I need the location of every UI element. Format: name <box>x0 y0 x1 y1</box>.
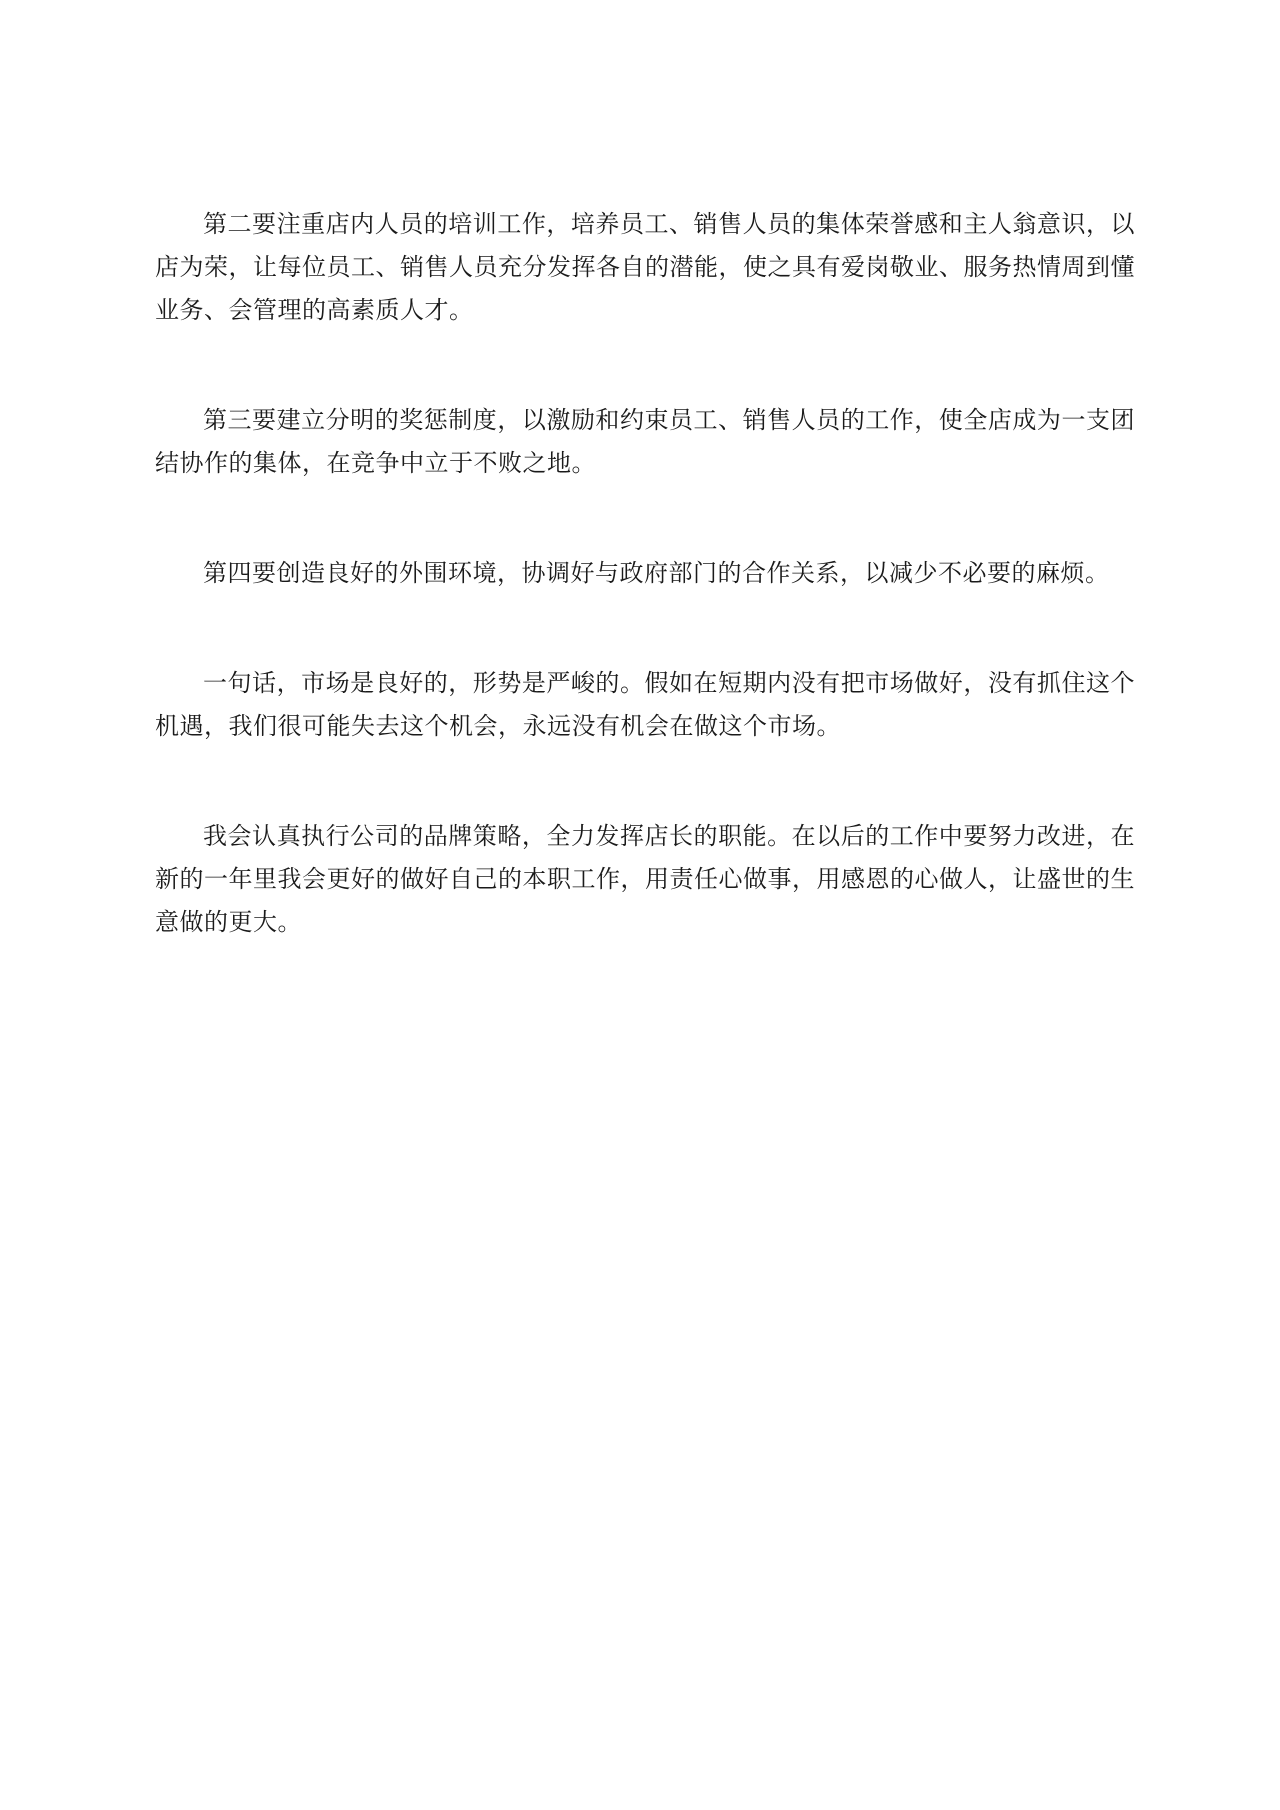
document-body <box>155 203 1135 1011</box>
paragraph-training: 第二要注重店内人员的培训工作，培养员工、销售人员的集体荣誉感和主人翁意识，以店为荣，让每位员工、销售人员充分发挥各自的潜能，使之具有爱岗敬业、服务热情周到懂业务、会管理的高素质人才。 <box>155 210 1135 324</box>
paragraph-reward-system: 第三要建立分明的奖惩制度，以激励和约束员工、销售人员的工作，使全店成为一支团结协作的集体，在竞争中立于不败之地。 <box>155 406 1135 477</box>
paragraph-external-environment: 第四要创造良好的外围环境，协调好与政府部门的合作关系，以减少不必要的麻烦。 <box>203 559 1110 587</box>
paragraph-commitment: 我会认真执行公司的品牌策略，全力发挥店长的职能。在以后的工作中要努力改进，在新的一年里我会更好的做好自己的本职工作，用责任心做事，用感恩的心做人，让盛世的生意做的更大。 <box>155 822 1135 936</box>
paragraph-market-summary: 一句话，市场是良好的，形势是严峻的。假如在短期内没有把市场做好，没有抓住这个机遇，我们很可能失去这个机会，永远没有机会在做这个市场。 <box>155 669 1135 740</box>
